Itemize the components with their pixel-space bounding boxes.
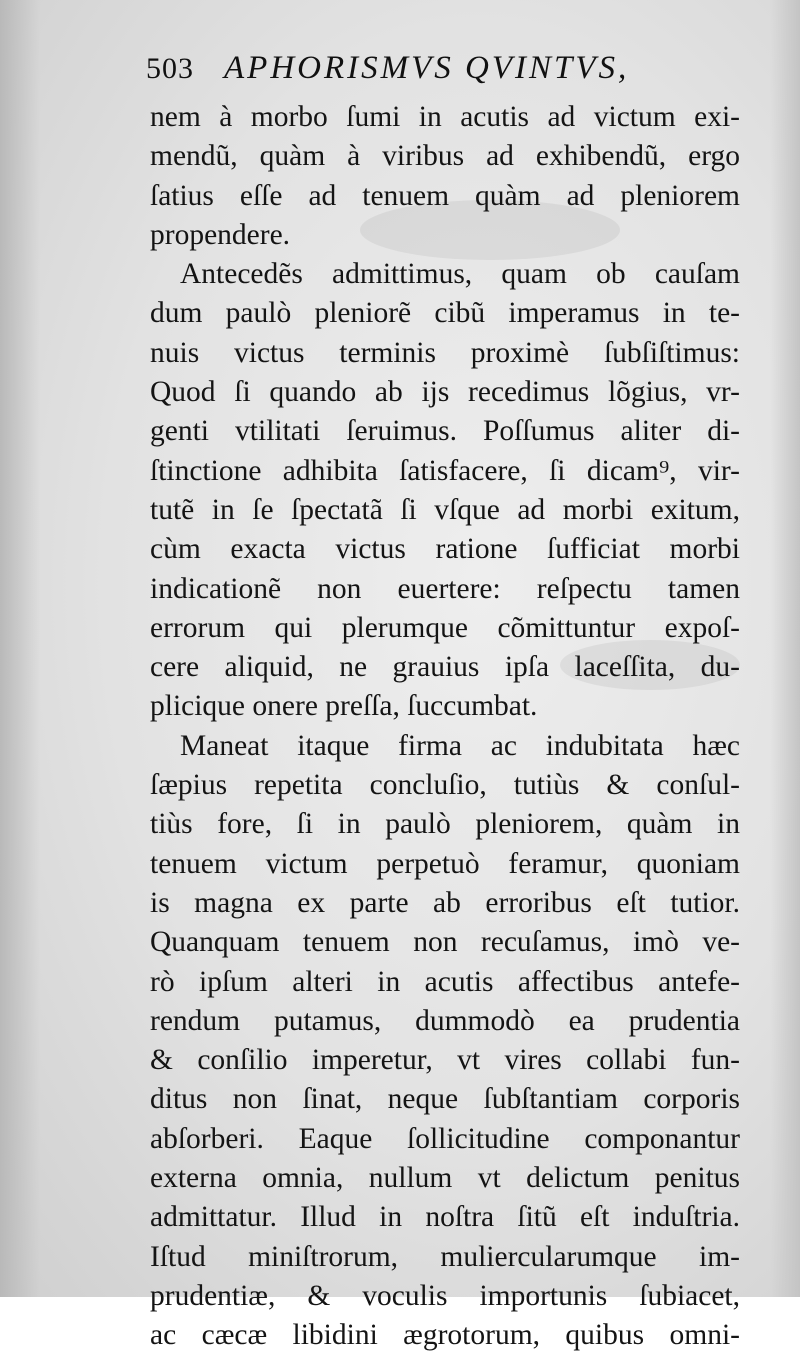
text-line: externa omnia, nullum vt delictum penitus [150,1162,740,1195]
text-line: ac cæcæ libidini ægrotorum, quibus omni- [150,1319,740,1352]
page-shadow-left [0,0,40,1297]
text-line: genti vtilitati ſeruimus. Poſſumus aliter di- [150,415,740,448]
text-line: Iſtud miniſtrorum, muliercularumque im- [150,1240,740,1273]
text-line: nem à morbo ſumi in acutis ad victum exi- [150,101,740,133]
running-head-title: APHORISMVS QVINTVS, [224,50,630,86]
text-line: ditus non ſinat, neque ſubſtantiam corporis [150,1083,740,1116]
text-line: admittatur. Illud in noſtra ſitũ eſt induſtria. [150,1201,740,1234]
text-line: propendere. [150,218,291,251]
page-number: 503 [146,52,194,85]
text-line: cùm exacta victus ratione ſufficiat morbi [150,533,740,566]
text-line: tenuem victum perpetuò feramur, quoniam [150,847,740,880]
text-line: rendum putamus, dummodò ea prudentia [150,1004,740,1037]
text-line: Quod ſi quando ab ijs recedimus lõgius, vr- [150,376,740,409]
text-line: ſæpius repetita concluſio, tutiùs & conſul- [150,769,740,802]
text-line: nuis victus terminis proximè ſubſiſtimus: [150,336,740,369]
text-line: errorum qui plerumque cõmittuntur expoſ- [150,611,740,644]
text-line: tutẽ in ſe ſpectatã ſi vſque ad morbi exitum, [150,493,740,526]
text-line: dum paulò pleniorẽ cibũ imperamus in te- [150,297,740,330]
text-line: ſtinctione adhibita ſatisfacere, ſi dicam⁹, vir- [150,454,740,487]
page-shadow-right [770,0,800,1297]
text-line: indicationẽ non euertere: reſpectu tamen [150,572,740,605]
text-line: prudentiæ, & voculis importunis ſubiacet, [150,1279,740,1312]
text-line: abſorberi. Eaque ſollicitudine componantur [150,1122,740,1155]
text-line: plicique onere preſſa, ſuccumbat. [150,690,538,723]
text-line: & conſilio imperetur, vt vires collabi fun- [150,1044,740,1077]
text-line: Maneat itaque firma ac indubitata hæc [180,729,740,762]
text-line: rò ipſum alteri in acutis affectibus antefe- [150,965,740,998]
text-line: is magna ex parte ab erroribus eſt tutior. [150,886,740,919]
text-line: tiùs fore, ſi in paulò pleniorem, quàm in [150,808,740,841]
text-line: mendũ, quàm à viribus ad exhibendũ, ergo [150,140,740,173]
running-head [146,50,716,94]
text-line: cere aliquid, ne grauius ipſa laceſſita, du- [150,651,740,684]
text-line: Quanquam tenuem non recuſamus, imò ve- [150,926,740,959]
body-text [150,98,740,1356]
text-line: ſatius eſſe ad tenuem quàm ad pleniorem [150,179,740,212]
text-line: Antecedẽs admittimus, quam ob cauſam [180,258,740,291]
